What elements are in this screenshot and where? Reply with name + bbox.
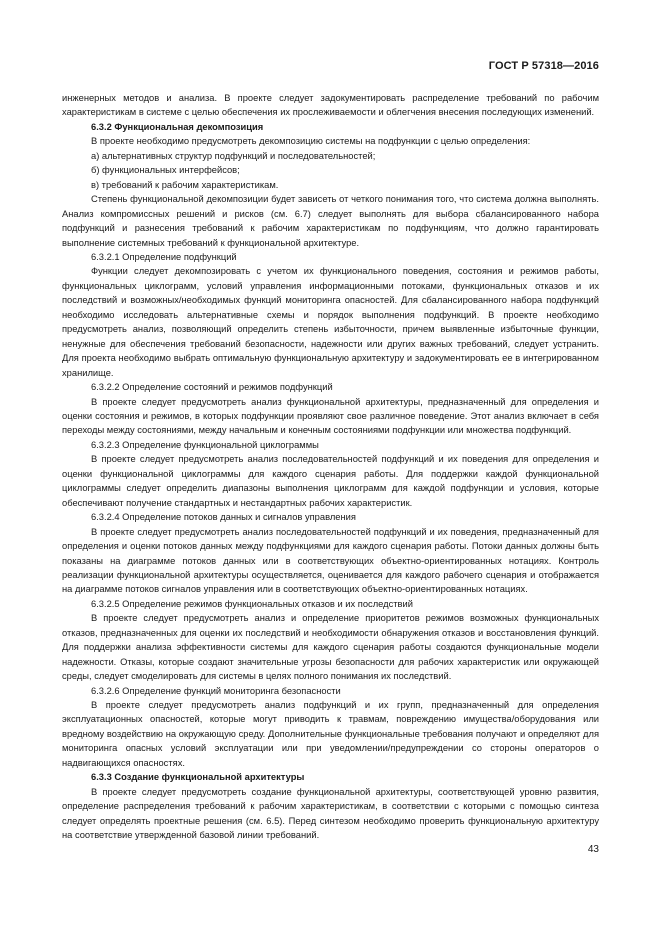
paragraph: 6.3.2.4 Определение потоков данных и сигналов управления <box>91 512 356 523</box>
paragraph: в) требований к рабочим характеристикам. <box>91 179 279 190</box>
paragraph: 6.3.2.6 Определение функций мониторинга безопасности <box>91 685 341 696</box>
paragraph: В проекте следует предусмотреть анализ последовательностей подфункций и их поведения для определения и оценки функциональной циклограммы для каждого сценария работы. Для поддержки каждой функциональной циклограммы следует определить диапазоны выполнения циклограмм для каждой подфункции и условия, которые обеспечивают получение стандартных и нестандартных рабочих характеристик. <box>62 454 599 508</box>
document-header: ГОСТ Р 57318—2016 <box>488 60 599 72</box>
paragraph: 6.3.2.2 Определение состояний и режимов подфункций <box>91 382 333 393</box>
paragraph: 6.3.2.3 Определение функциональной циклограммы <box>91 439 319 450</box>
section-heading: 6.3.3 Создание функциональной архитектуры <box>91 772 305 783</box>
paragraph: 6.3.2.1 Определение подфункций <box>91 251 237 262</box>
paragraph: В проекте необходимо предусмотреть декомпозицию системы на подфункции с целью определения: <box>91 136 531 147</box>
paragraph: В проекте следует предусмотреть анализ подфункций и их групп, предназначенный для определения эксплуатационных опасностей, которые могут приводить к травмам, повреждению имущества/оборудования или вредному воздействию на окружающую среду. Дополнительные функциональные требования получают и определяют для мониторинга опасных условий эксплуатации или при уведомлении/предупреждении со стороны операторов о надвигающихся опасностях. <box>62 700 599 768</box>
paragraph: В проекте следует предусмотреть создание функциональной архитектуры, соответствующей уровню развития, определение распределения требований к рабочим характеристикам, в соответствии с которыми с помощью синтеза следует определять проектные решения (см. 6.5). Перед синтезом необходимо проверить функциональную архитектуру на соответствие утвержденной базовой линии требований. <box>62 786 599 841</box>
paragraph: а) альтернативных структур подфункций и последовательностей; <box>91 150 376 161</box>
document-body <box>62 91 599 843</box>
paragraph: 6.3.2.5 Определение режимов функциональных отказов и их последствий <box>91 598 413 609</box>
paragraph: В проекте следует предусмотреть анализ и определение приоритетов режимов возможных функциональных отказов, предназначенных для оценки их последствий и необходимости обнаружения отказов и восстановления функций. Для поддержки анализа эффективности системы для каждого сценария работы создаются функциональные модели надежности. Отказы, которые создают значительные угрозы безопасности для рабочих характеристик или окружающей среды, следует смоделировать для системы в целях полного понимания их последствий. <box>62 613 599 682</box>
paragraph: Функции следует декомпозировать с учетом их функционального поведения, состояния и режимов работы, функциональных циклограмм, условий управления информационными потоками, функциональных отказов и их последствий и возможных/необходимых функций мониторинга опасностей. Для сбалансированного набора подфункций необходимо исследовать альтернативные схемы и порядок выполнения подфункций. В проекте необходимо предусмотреть анализ, позволяющий определить степень избыточности, причем выявленные избыточные функции, ненужные для обеспечения требований безопасности, надежности или других важных требований, следует устранить. Для проекта необходимо выбрать оптимальную функциональную архитектуру и задокументировать ее в интегрированном хранилище. <box>62 266 599 378</box>
paragraph: В проекте следует предусмотреть анализ последовательностей подфункций и их поведения, предназначенный для определения и оценки потоков данных между подфункциями для каждого сценария работы. Потоки данных должны быть показаны на диаграмме потоков данных или в соответствующих объектно-ориентированных нотациях. Контроль реализации функциональной архитектуры осуществляется, оценивается для каждого рабочего сценария и отображается на диаграмме потоков сигналов управления или в соответствующих объектно-ориентированных нотациях. <box>62 526 599 595</box>
paragraph: Степень функциональной декомпозиции будет зависеть от четкого понимания того, что система должна выполнять. Анализ компромиссных решений и рисков (см. 6.7) следует выполнять для выбора сбалансированного набора подфункций и разнесения требований к рабочим характеристикам по подфункциям, что должно гарантировать выполнение системных требований к функциональной архитектуре. <box>62 194 599 248</box>
paragraph-continuation: инженерных методов и анализа. В проекте следует задокументировать распределение требований по рабочим характеристикам в системе с целью обеспечения их прослеживаемости и облегчения внесения последующих изменений. <box>62 93 599 118</box>
paragraph: В проекте следует предусмотреть анализ функциональной архитектуры, предназначенный для определения и оценки состояния и режимов, в которых подфункции проявляют свое различное поведение. Этот анализ включает в себя переходы между состояниями, между начальным и конечным состояниями подфункции или множества подфункций. <box>62 396 599 436</box>
page-number: 43 <box>587 844 599 855</box>
paragraph: б) функциональных интерфейсов; <box>91 165 240 176</box>
section-heading: 6.3.2 Функциональная декомпозиция <box>91 121 264 132</box>
